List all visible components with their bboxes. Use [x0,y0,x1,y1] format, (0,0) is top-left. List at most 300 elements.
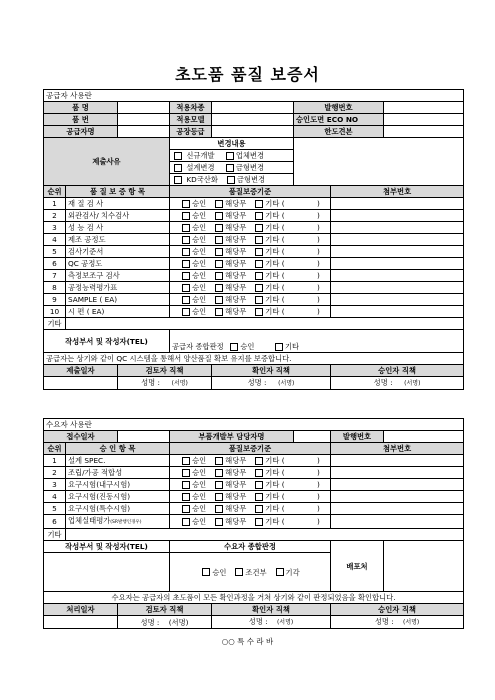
table-row [44,234,464,246]
row-item-label: QC 공정도 [68,259,103,268]
cus-header-item: 승 인 항 목 [66,443,170,455]
row-item [66,234,170,246]
checkbox-other[interactable] [255,518,263,526]
option-close-paren: ) [317,504,320,513]
checkbox-mold-change[interactable] [226,164,234,172]
checkbox-not-applicable[interactable] [215,284,223,292]
checkbox-judge-approve[interactable] [230,343,238,351]
row-attach[interactable] [331,479,464,491]
option-other-label: 기타 ( [265,480,285,489]
row-item [66,198,170,210]
row-standard [170,455,331,467]
table-row [44,479,464,491]
etc-label: 기타 [44,318,66,330]
table-row [44,270,464,282]
change-content-area[interactable] [294,138,464,186]
dept-contact-value[interactable] [294,431,331,443]
checkbox-approve[interactable] [182,518,190,526]
header-item: 품 질 보 증 항 목 [66,186,170,198]
label-model: 적용모델 [170,114,212,126]
option-close-paren: ) [317,199,320,208]
cus-etc-value[interactable] [66,529,464,541]
option-na-label: 해당무 [225,456,247,465]
checkbox-new-dev[interactable] [174,152,182,160]
reason-label: 업체변경 [235,151,265,160]
table-row [44,515,464,529]
cus-reviewer-sign[interactable] [118,616,212,629]
label-cus-issue-no: 발행번호 [331,431,384,443]
part-no-value[interactable] [118,114,170,126]
row-attach[interactable] [331,467,464,479]
checkbox-not-applicable[interactable] [215,272,223,280]
option-close-paren: ) [317,295,320,304]
reason-row-2 [170,162,294,174]
receipt-date-value[interactable] [118,431,170,443]
row-item-label: 요구시험(특수시험) [68,504,131,513]
confirmer-sign[interactable] [212,377,331,390]
row-item-note: (SR발행인경우) [110,520,142,525]
option-close-paren: ) [317,235,320,244]
checkbox-design-change[interactable] [174,164,182,172]
sign-label: 성명 : [374,617,394,626]
option-na-label: 해당무 [225,307,247,316]
supplier-section-label: 공급자 사용란 [44,90,464,102]
sign-mark: (서명) [404,380,421,387]
option-approve-label: 승인 [192,504,207,513]
checkbox-not-applicable[interactable] [215,236,223,244]
checkbox-approve[interactable] [182,272,190,280]
sign-mark: (서명) [171,380,188,387]
cus-issue-no-value[interactable] [384,431,464,443]
label-author: 작성부서 및 작성자(TEL) [44,330,170,353]
checkbox-not-applicable[interactable] [215,481,223,489]
checkbox-not-applicable[interactable] [215,469,223,477]
checkbox-vendor-change[interactable] [226,152,234,160]
option-close-paren: ) [317,480,320,489]
row-item [66,270,170,282]
sign-mark: (서명) [278,380,295,387]
label-vehicle: 적용차종 [170,102,212,114]
limit-sample-value[interactable] [384,126,464,138]
checkbox-approve[interactable] [182,284,190,292]
row-attach[interactable] [331,258,464,270]
option-close-paren: ) [317,517,320,526]
checkbox-approve[interactable] [182,224,190,232]
option-other-label: 기타 ( [265,247,285,256]
row-item [66,294,170,306]
supplier-name-value[interactable] [118,126,170,138]
row-item [66,258,170,270]
checkbox-other[interactable] [255,236,263,244]
checkbox-other[interactable] [255,224,263,232]
row-standard [170,270,331,282]
row-item [66,210,170,222]
row-rank: 2 [44,210,66,222]
judgement-label: 공급자 종합판정 [172,342,224,351]
row-item-label: 제조 공정도 [68,235,106,244]
checkbox-other[interactable] [255,505,263,513]
option-approve-label: 승인 [192,456,207,465]
option-na-label: 해당무 [225,211,247,220]
reason-label: 금형변경 [235,163,265,172]
customer-statement: 수요자는 공급자의 초도품이 모든 확인과정을 거쳐 상기와 같이 판정되었음을 확인합니다. [44,592,464,604]
row-item-label: 시 편 ( EA) [68,307,105,316]
row-rank: 2 [44,467,66,479]
option-other-label: 기타 ( [265,223,285,232]
row-item-label: SAMPLE ( EA) [68,295,118,304]
checkbox-cus-conditional[interactable] [235,568,243,576]
option-na-label: 해당무 [225,468,247,477]
option-close-paren: ) [317,283,320,292]
option-other-label: 기타 ( [265,199,285,208]
row-standard [170,246,331,258]
table-row [44,294,464,306]
row-item-label: 성 능 검 사 [68,223,104,232]
option-approve-label: 승인 [192,199,207,208]
table-row [44,198,464,210]
label-approver: 승인자 직책 [331,365,464,377]
option-close-paren: ) [317,211,320,220]
author-top [170,330,464,342]
document-title: 초도품 품질 보증서 [175,65,320,84]
row-item [66,503,170,515]
option-na-label: 해당무 [225,235,247,244]
option-approve-label: 승인 [192,492,207,501]
row-item-label: 재 질 검 사 [68,199,104,208]
option-na-label: 해당무 [225,247,247,256]
cus-judgement-label: 수요자 종합판정 [170,541,331,553]
supplier-statement: 공급자는 상기와 같이 QC 시스템을 통해서 양산품질 확보 유지를 보증합니다. [44,353,464,365]
option-other-label: 기타 ( [265,307,285,316]
checkbox-approve[interactable] [182,236,190,244]
customer-section-label: 수요자 사용란 [44,419,464,431]
option-close-paren: ) [317,271,320,280]
checkbox-other[interactable] [255,308,263,316]
judge-approve-label: 승인 [240,342,255,351]
row-item-label: 업체실태평가 [68,516,111,525]
checkbox-approve[interactable] [182,296,190,304]
table-row [44,455,464,467]
factory-grade-value[interactable] [212,126,294,138]
reviewer-sign[interactable] [118,377,212,390]
option-na-label: 해당무 [225,259,247,268]
checkbox-not-applicable[interactable] [215,224,223,232]
option-close-paren: ) [317,259,320,268]
row-rank: 8 [44,282,66,294]
label-limit-sample: 한도견본 [294,126,384,138]
process-date-value[interactable] [44,616,118,629]
submit-date-value[interactable] [44,377,118,390]
label-dept-contact: 부품개발부 담당자명 [170,431,294,443]
checkbox-not-applicable[interactable] [215,308,223,316]
footer-company: ○○ 특 수 라 바 [221,637,274,646]
row-item-label: 요구시험(내구시험) [68,480,131,489]
row-item [66,467,170,479]
row-item [66,491,170,503]
row-standard [170,210,331,222]
cus-conditional-label: 조건부 [245,567,267,577]
approver-sign[interactable] [331,377,464,390]
option-other-label: 기타 ( [265,492,285,501]
row-attach[interactable] [331,515,464,529]
row-item [66,306,170,318]
option-approve-label: 승인 [192,307,207,316]
sign-label: 성명 : [140,617,160,627]
checkbox-not-applicable[interactable] [215,505,223,513]
option-other-label: 기타 ( [265,295,285,304]
row-rank: 4 [44,234,66,246]
supplier-table [43,89,464,390]
option-approve-label: 승인 [192,211,207,220]
option-other-label: 기타 ( [265,468,285,477]
row-item-label: 설계 SPEC. [68,456,106,465]
cus-confirmer-sign[interactable] [212,616,331,629]
row-rank: 3 [44,479,66,491]
label-receipt-date: 접수일자 [44,431,118,443]
option-na-label: 해당무 [225,223,247,232]
row-attach[interactable] [331,234,464,246]
cus-header-standard: 품질보증기준 [170,443,331,455]
row-item-label: 공정능력평가표 [68,283,118,292]
cus-header-rank: 순위 [44,443,66,455]
sign-label: 성명 : [248,617,268,626]
cus-approver-sign[interactable] [331,616,464,629]
row-attach[interactable] [331,222,464,234]
row-standard [170,222,331,234]
header-rank: 순위 [44,186,66,198]
row-item-label: 조립/가공 적합성 [68,468,123,477]
table-row [44,210,464,222]
option-approve-label: 승인 [192,235,207,244]
option-other-label: 기타 ( [265,283,285,292]
checkbox-not-applicable[interactable] [215,200,223,208]
row-item [66,282,170,294]
cus-label-confirmer: 확인자 직책 [212,604,331,616]
row-attach[interactable] [331,306,464,318]
option-close-paren: ) [317,456,320,465]
checkbox-approve[interactable] [182,481,190,489]
row-attach[interactable] [331,294,464,306]
option-approve-label: 승인 [192,259,207,268]
checkbox-other[interactable] [255,296,263,304]
model-value[interactable] [212,114,294,126]
checkbox-not-applicable[interactable] [215,493,223,501]
checkbox-approve[interactable] [182,493,190,501]
checkbox-judge-other[interactable] [275,343,283,351]
cus-reject-label: 기각 [285,567,300,577]
checkbox-mold-change-2[interactable] [227,176,235,184]
option-na-label: 해당무 [225,480,247,489]
cus-label-approver: 승인자 직책 [331,604,464,616]
table-row [44,282,464,294]
checkbox-approve[interactable] [182,505,190,513]
checkbox-other[interactable] [255,481,263,489]
row-rank: 10 [44,306,66,318]
checkbox-other[interactable] [255,248,263,256]
option-na-label: 해당무 [225,283,247,292]
row-rank: 7 [44,270,66,282]
row-attach[interactable] [331,503,464,515]
checkbox-cus-reject[interactable] [276,568,284,576]
row-item [66,246,170,258]
table-row [44,503,464,515]
cus-approve-label: 승인 [212,567,227,577]
table-row [44,306,464,318]
option-approve-label: 승인 [192,283,207,292]
sign-mark: (서명) [168,617,189,627]
checkbox-not-applicable[interactable] [215,260,223,268]
row-attach[interactable] [331,210,464,222]
row-item-label: 측정보조구 검사 [68,271,120,280]
row-rank: 5 [44,503,66,515]
table-row [44,258,464,270]
checkbox-cus-approve[interactable] [202,568,210,576]
row-standard [170,479,331,491]
row-attach[interactable] [331,270,464,282]
checkbox-approve[interactable] [182,212,190,220]
checkbox-approve[interactable] [182,260,190,268]
checkbox-other[interactable] [255,212,263,220]
row-item-label: 외관검사/ 치수검사 [68,211,130,220]
row-item-label: 요구시험(진동시험) [68,492,131,501]
row-standard [170,491,331,503]
reason-label: KD국산화 [186,175,218,184]
option-na-label: 해당무 [225,295,247,304]
etc-value[interactable] [66,318,464,330]
row-rank: 9 [44,294,66,306]
sign-label: 성명 : [141,378,160,387]
checkbox-not-applicable[interactable] [215,457,223,465]
checkbox-other[interactable] [255,272,263,280]
checkbox-approve[interactable] [182,200,190,208]
checkbox-other[interactable] [255,493,263,501]
checkbox-not-applicable[interactable] [215,212,223,220]
option-approve-label: 승인 [192,223,207,232]
checkbox-kd-localization[interactable] [174,176,182,184]
row-standard [170,282,331,294]
cus-judgement [170,553,331,592]
option-other-label: 기타 ( [265,504,285,513]
checkbox-not-applicable[interactable] [215,518,223,526]
reason-label: 설계변경 [186,163,215,172]
option-na-label: 해당무 [225,199,247,208]
option-na-label: 해당무 [225,492,247,501]
row-rank: 4 [44,491,66,503]
distribution-label: 배포처 [331,541,384,592]
table-row [44,222,464,234]
reason-label: 금형변경 [236,175,266,184]
label-change-content: 변경내용 [170,138,294,150]
row-attach[interactable] [331,491,464,503]
customer-table [43,418,464,629]
table-row [44,491,464,503]
row-rank: 1 [44,198,66,210]
label-process-date: 처리일자 [44,604,118,616]
checkbox-other[interactable] [255,200,263,208]
table-row [44,246,464,258]
header-attach: 첨부번호 [331,186,464,198]
row-standard [170,467,331,479]
label-confirmer: 확인자 직책 [212,365,331,377]
option-other-label: 기타 ( [265,271,285,280]
reason-row-3 [170,174,294,186]
option-na-label: 해당무 [225,504,247,513]
row-rank: 6 [44,258,66,270]
checkbox-approve[interactable] [182,457,190,465]
eco-no-value[interactable] [384,114,464,126]
part-name-value[interactable] [118,102,170,114]
row-attach[interactable] [331,198,464,210]
row-rank: 5 [44,246,66,258]
checkbox-other[interactable] [255,469,263,477]
sign-mark: (서명) [403,619,420,626]
row-rank: 3 [44,222,66,234]
option-other-label: 기타 ( [265,235,285,244]
checkbox-other[interactable] [255,284,263,292]
label-eco-no: 승인도면 ECO NO [294,114,384,126]
label-supplier-name: 공급자명 [44,126,118,138]
option-approve-label: 승인 [192,295,207,304]
vehicle-value[interactable] [212,102,294,114]
option-approve-label: 승인 [192,468,207,477]
row-standard [170,198,331,210]
cus-label-reviewer: 검토자 직책 [118,604,212,616]
option-other-label: 기타 ( [265,517,285,526]
sign-mark: (서명) [276,619,294,626]
checkbox-approve[interactable] [182,308,190,316]
checkbox-not-applicable[interactable] [215,296,223,304]
label-submit-reason: 제출사유 [44,138,170,186]
option-approve-label: 승인 [192,517,207,526]
option-close-paren: ) [317,492,320,501]
checkbox-approve[interactable] [182,248,190,256]
distribution-value[interactable] [384,541,464,592]
row-item-label: 검사기준서 [68,247,104,256]
cus-author-value[interactable] [44,553,170,592]
label-part-name: 품 명 [44,102,118,114]
label-part-no: 품 번 [44,114,118,126]
row-attach[interactable] [331,246,464,258]
checkbox-other[interactable] [255,457,263,465]
option-close-paren: ) [317,223,320,232]
row-item [66,515,170,529]
option-close-paren: ) [317,307,320,316]
row-standard [170,503,331,515]
header-standard: 품질보증기준 [170,186,331,198]
supplier-judgement [170,341,464,353]
row-attach[interactable] [331,455,464,467]
checkbox-not-applicable[interactable] [215,248,223,256]
issue-no-value[interactable] [384,102,464,114]
option-na-label: 해당무 [225,271,247,280]
row-rank: 6 [44,515,66,529]
checkbox-other[interactable] [255,260,263,268]
option-close-paren: ) [317,468,320,477]
cus-label-author: 작성부서 및 작성자(TEL) [44,541,170,553]
label-reviewer: 검토자 직책 [118,365,212,377]
row-standard [170,294,331,306]
label-submit-date: 제출일자 [44,365,118,377]
option-other-label: 기타 ( [265,211,285,220]
sign-label: 성명 : [373,378,393,387]
reason-label: 신규개발 [186,151,215,160]
option-other-label: 기타 ( [265,259,285,268]
checkbox-approve[interactable] [182,469,190,477]
label-factory-grade: 공장등급 [170,126,212,138]
reason-row-1 [170,150,294,162]
row-attach[interactable] [331,282,464,294]
cus-etc-label: 기타 [44,529,66,541]
